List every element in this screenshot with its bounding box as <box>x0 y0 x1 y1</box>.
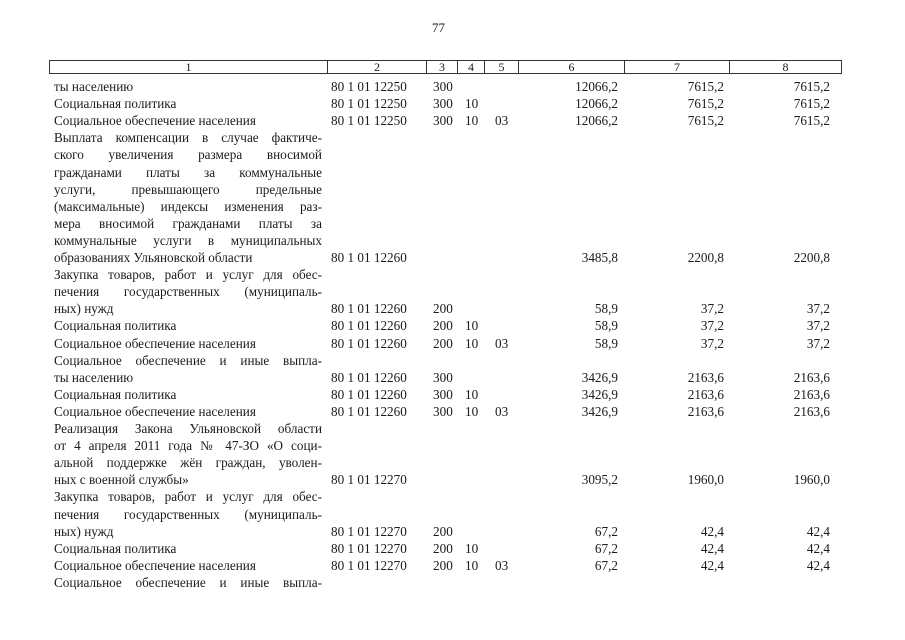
row-description: Социальная политика <box>54 386 177 402</box>
row-target-code: 80 1 01 12260 <box>331 403 407 419</box>
table-header-row <box>49 60 842 74</box>
row-description: от 4 апреля 2011 года № 47-ЗО «О соци- <box>54 438 322 454</box>
row-expense-type: 200 <box>433 301 453 317</box>
row-amount-col8: 37,2 <box>806 301 830 317</box>
row-amount-col6: 12066,2 <box>575 113 618 129</box>
row-description: Социальное обеспечение и иные выпла- <box>54 574 322 590</box>
row-amount-col8: 2163,6 <box>793 403 830 419</box>
row-amount-col6: 67,2 <box>594 523 618 539</box>
header-col-1: 1 <box>185 60 192 74</box>
header-col-5: 5 <box>484 61 518 73</box>
row-description: Закупка товаров, работ и услуг для обес- <box>54 267 322 283</box>
row-amount-col7: 2163,6 <box>687 403 724 419</box>
row-amount-col7: 7615,2 <box>687 113 724 129</box>
row-description: Социальное обеспечение населения <box>54 113 256 129</box>
row-section: 10 <box>465 113 479 129</box>
header-col-3: 3 <box>426 61 457 73</box>
page-number: 77 <box>432 20 445 35</box>
row-target-code: 80 1 01 12250 <box>331 113 407 129</box>
row-amount-col8: 42,4 <box>806 523 830 539</box>
row-target-code: 80 1 01 12260 <box>331 301 407 317</box>
row-description: Реализация Закона Ульяновской области <box>54 421 322 436</box>
row-description: ты населению <box>54 369 134 385</box>
row-description: ты населению <box>54 79 134 94</box>
row-amount-col8: 42,4 <box>806 557 830 573</box>
row-description: (максимальные) индексы изменения раз- <box>54 198 322 214</box>
row-amount-col6: 58,9 <box>594 301 618 317</box>
header-col-6: 6 <box>518 61 624 73</box>
row-description: ных) нужд <box>54 301 114 317</box>
row-amount-col7: 42,4 <box>700 540 724 556</box>
row-description: Социальное обеспечение населения <box>54 335 256 351</box>
row-amount-col8: 2163,6 <box>793 386 830 402</box>
row-amount-col6: 67,2 <box>594 557 618 573</box>
row-target-code: 80 1 01 12270 <box>331 540 407 556</box>
row-expense-type: 300 <box>433 386 453 402</box>
row-subsection: 03 <box>495 335 509 351</box>
row-description: коммунальные услуги в муниципальных <box>54 232 322 248</box>
header-col-8: 8 <box>729 61 841 73</box>
row-expense-type: 300 <box>433 403 453 419</box>
row-expense-type: 300 <box>433 96 453 112</box>
row-target-code: 80 1 01 12260 <box>331 318 407 334</box>
row-description: Закупка товаров, работ и услуг для обес- <box>54 489 322 505</box>
row-amount-col7: 7615,2 <box>687 96 724 112</box>
row-amount-col7: 42,4 <box>700 557 724 573</box>
row-amount-col7: 42,4 <box>700 523 724 539</box>
row-description: Социальная политика <box>54 540 177 556</box>
row-amount-col8: 37,2 <box>806 335 830 351</box>
row-description: ского увеличения размера вносимой <box>54 147 322 163</box>
row-description: Социальное обеспечение населения <box>54 403 256 419</box>
header-col-4: 4 <box>457 61 484 73</box>
row-amount-col8: 7615,2 <box>793 96 830 112</box>
row-amount-col7: 37,2 <box>700 318 724 334</box>
row-expense-type: 300 <box>433 113 453 129</box>
row-subsection: 03 <box>495 403 509 419</box>
row-description: Социальное обеспечение населения <box>54 557 256 573</box>
row-amount-col8: 37,2 <box>806 318 830 334</box>
row-description: Социальная политика <box>54 96 177 112</box>
row-amount-col8: 42,4 <box>806 540 830 556</box>
row-description: печения государственных (муниципаль- <box>54 284 322 300</box>
row-description: мера вносимой гражданами платы за <box>54 215 322 231</box>
row-expense-type: 200 <box>433 557 453 573</box>
row-subsection: 03 <box>495 557 509 573</box>
row-description: Социальная политика <box>54 318 177 334</box>
row-target-code: 80 1 01 12270 <box>331 523 407 539</box>
row-section: 10 <box>465 540 479 556</box>
row-description: услуги, превышающего предельные <box>54 181 322 197</box>
row-amount-col7: 2163,6 <box>687 386 724 402</box>
row-amount-col6: 58,9 <box>594 335 618 351</box>
row-target-code: 80 1 01 12260 <box>331 369 407 385</box>
row-description: образованиях Ульяновской области <box>54 250 253 265</box>
row-amount-col6: 58,9 <box>594 318 618 334</box>
row-amount-col6: 3095,2 <box>581 472 618 488</box>
row-target-code: 80 1 01 12250 <box>331 96 407 112</box>
header-col-7: 7 <box>624 61 729 73</box>
row-amount-col8: 7615,2 <box>793 113 830 129</box>
row-description: гражданами платы за коммунальные <box>54 164 322 180</box>
row-amount-col7: 2163,6 <box>687 369 724 385</box>
row-target-code: 80 1 01 12260 <box>331 335 407 351</box>
row-amount-col8: 1960,0 <box>793 472 830 488</box>
row-expense-type: 200 <box>433 335 453 351</box>
row-amount-col6: 3426,9 <box>581 386 618 402</box>
row-subsection: 03 <box>495 113 509 129</box>
row-description: Выплата компенсации в случае фактиче- <box>54 130 322 146</box>
row-expense-type: 200 <box>433 523 453 539</box>
row-description: Социальное обеспечение и иные выпла- <box>54 352 322 368</box>
row-amount-col8: 2163,6 <box>793 369 830 385</box>
row-amount-col6: 3485,8 <box>581 250 618 265</box>
row-target-code: 80 1 01 12260 <box>331 250 407 265</box>
row-section: 10 <box>465 386 479 402</box>
header-col-2: 2 <box>327 61 426 73</box>
row-amount-col8: 2200,8 <box>793 250 830 265</box>
row-amount-col6: 3426,9 <box>581 403 618 419</box>
row-section: 10 <box>465 335 479 351</box>
row-section: 10 <box>465 96 479 112</box>
row-description: ных с военной службы» <box>54 472 189 488</box>
row-amount-col7: 37,2 <box>700 301 724 317</box>
row-target-code: 80 1 01 12260 <box>331 386 407 402</box>
row-target-code: 80 1 01 12270 <box>331 557 407 573</box>
row-section: 10 <box>465 318 479 334</box>
row-description: ных) нужд <box>54 523 114 539</box>
row-amount-col6: 3426,9 <box>581 369 618 385</box>
row-expense-type: 200 <box>433 318 453 334</box>
row-amount-col7: 1960,0 <box>687 472 724 488</box>
row-amount-col6: 67,2 <box>594 540 618 556</box>
row-description: альной поддержке жён граждан, уволен- <box>54 455 322 471</box>
row-target-code: 80 1 01 12270 <box>331 472 407 488</box>
row-expense-type: 200 <box>433 540 453 556</box>
row-expense-type: 300 <box>433 369 453 385</box>
row-amount-col8: 7615,2 <box>793 79 830 94</box>
row-amount-col7: 2200,8 <box>687 250 724 265</box>
row-amount-col7: 7615,2 <box>687 79 724 94</box>
row-amount-col6: 12066,2 <box>575 79 618 94</box>
row-amount-col7: 37,2 <box>700 335 724 351</box>
row-section: 10 <box>465 403 479 419</box>
row-target-code: 80 1 01 12250 <box>331 79 407 94</box>
row-amount-col6: 12066,2 <box>575 96 618 112</box>
row-section: 10 <box>465 557 479 573</box>
row-expense-type: 300 <box>433 79 453 94</box>
row-description: печения государственных (муниципаль- <box>54 506 322 522</box>
